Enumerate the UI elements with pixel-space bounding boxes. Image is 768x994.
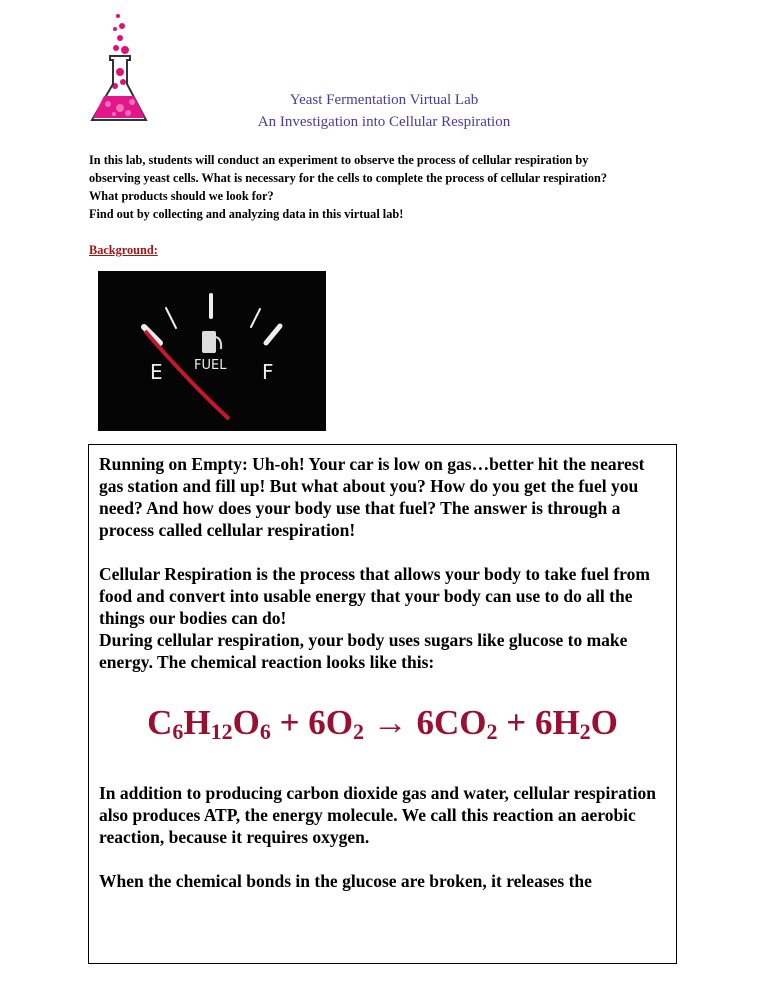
background-heading: Background: [89, 243, 158, 257]
intro-line: observing yeast cells. What is necessary for the cells to complete the process of cellular respiration? [89, 171, 607, 185]
page-subtitle: An Investigation into Cellular Respiration [257, 114, 511, 130]
definition-text: Cellular Respiration is the process that allows your body to take fuel from food and convert into usable energy that your body can use to do all the things our bodies can do! [99, 564, 650, 628]
page-title: Yeast Fermentation Virtual Lab [289, 92, 479, 108]
gauge-fuel-label: FUEL [194, 358, 227, 373]
chemical-equation: $C_6H_{12}O_6 + 6O_2 \to 6CO_2 + 6H_2O$ [147, 703, 618, 744]
gauge-full-label: F [262, 360, 274, 384]
glucose-bonds-paragraph: When the chemical bonds in the glucose are broken, it releases the [99, 871, 592, 891]
atp-paragraph: In addition to producing carbon dioxide gas and water, cellular respiration also produces ATP, the energy molecule. We call this reaction an aerobic reaction, because it requires oxygen. [99, 783, 657, 847]
running-on-empty-paragraph: Running on Empty: Uh-oh! Your car is low on gas…better hit the nearest gas station and fill up! But what about you? How do you get the fuel you need? And how does your body use that fuel? The answer is through a process called cellular respiration! [99, 454, 645, 540]
intro-line: In this lab, students will conduct an experiment to observe the process of cellular respiration by [89, 153, 589, 167]
flask-logo [88, 12, 152, 130]
intro-line: Find out by collecting and analyzing data in this virtual lab! [89, 207, 404, 221]
reaction-intro-text: During cellular respiration, your body uses sugars like glucose to make energy. The chemical reaction looks like this: [99, 630, 628, 672]
fuel-gauge-image [98, 271, 326, 431]
gauge-empty-label: E [150, 360, 163, 384]
intro-paragraph [89, 151, 689, 223]
background-text-box [88, 444, 677, 964]
cellular-respiration-paragraph [99, 563, 666, 673]
intro-line: What products should we look for? [89, 189, 274, 203]
